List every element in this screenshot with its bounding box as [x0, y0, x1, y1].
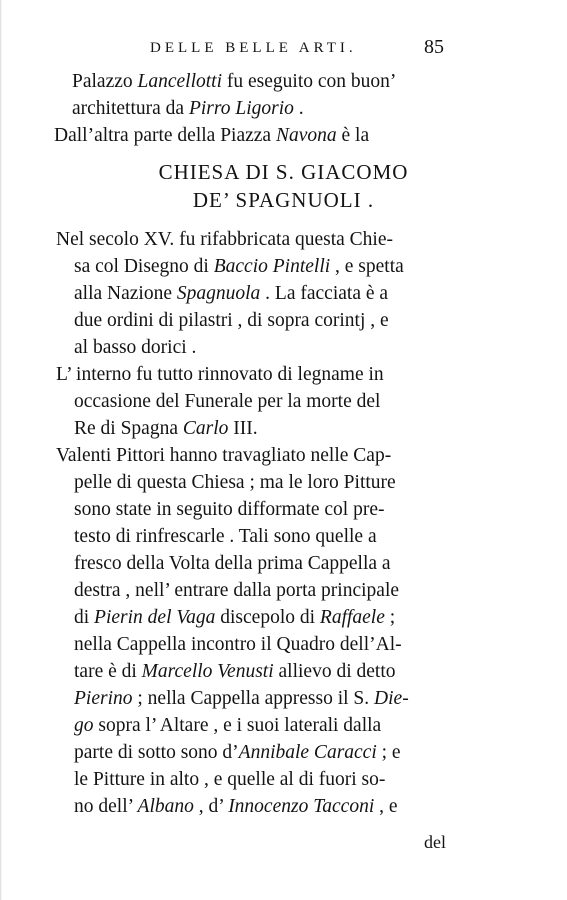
text-run: , d’	[193, 796, 229, 817]
text-line	[72, 70, 396, 94]
text-run: nella Cappella incontro il Quadro dell’Al-	[74, 634, 402, 655]
text-line	[74, 714, 381, 738]
text-line	[74, 309, 389, 333]
text-line	[72, 97, 304, 121]
text-line	[74, 498, 384, 522]
text-line	[74, 471, 396, 495]
italic-run: Pierino	[74, 688, 133, 709]
text-run: Palazzo	[72, 71, 138, 92]
italic-run: go	[74, 715, 94, 736]
text-run: Dall’altra parte della Piazza	[54, 125, 276, 146]
text-run: fu eseguito con buon’	[222, 71, 397, 92]
section-heading-line-2: DE’ SPAGNUOLI .	[192, 188, 375, 212]
section-heading-line-1: CHIESA DI S. GIACOMO	[158, 160, 409, 184]
text-line	[74, 579, 399, 603]
text-line	[54, 124, 369, 148]
text-run: , e spetta	[330, 256, 404, 277]
text-line	[74, 525, 377, 549]
text-run: , e	[374, 796, 398, 817]
text-run: due ordini di pilastri , di sopra corintj , e	[74, 310, 389, 331]
italic-run: Marcello Venusti	[141, 661, 274, 682]
page-edge-shadow	[0, 0, 8, 900]
italic-run: Baccio Pintelli	[213, 256, 331, 277]
text-run: occasione del Funerale per la morte del	[74, 391, 381, 412]
text-run: allievo di detto	[273, 661, 396, 682]
text-line	[74, 282, 388, 306]
running-title: DELLE BELLE ARTI.	[150, 40, 357, 56]
text-line	[74, 417, 258, 441]
text-run: parte di sotto sono d’	[74, 742, 239, 763]
italic-run: Albano	[137, 796, 194, 817]
text-run: fresco della Volta della prima Cappella a	[74, 553, 391, 574]
text-run: ; nella Cappella appresso il S.	[132, 688, 375, 709]
text-run: Re di Spagna	[74, 418, 183, 439]
text-line	[74, 633, 402, 657]
text-run: alla Nazione	[74, 283, 177, 304]
text-line	[74, 606, 395, 630]
text-line	[74, 390, 380, 414]
italic-run: Navona	[275, 125, 337, 146]
text-run: sono state in seguito difformate col pre-	[74, 499, 385, 520]
text-run: le Pitture in alto , e quelle al di fuori so-	[74, 769, 386, 790]
text-run: testo di rinfrescarle . Tali sono quelle a	[74, 526, 377, 547]
text-run: ;	[384, 607, 396, 628]
text-run: pelle di questa Chiesa ; ma le loro Pitture	[74, 472, 396, 493]
text-run: L’ interno fu tutto rinnovato di legname in	[56, 364, 384, 385]
running-head	[0, 36, 567, 64]
page-number: 85	[424, 36, 444, 58]
text-run: Valenti Pittori hanno travagliato nelle Cap-	[56, 445, 392, 466]
text-run: tare è di	[74, 661, 142, 682]
text-line	[56, 444, 391, 468]
italic-run: Annibale Caracci	[238, 742, 377, 763]
italic-run: Carlo	[182, 418, 229, 439]
text-run: di	[74, 607, 95, 628]
text-run: destra , nell’ entrare dalla porta principale	[74, 580, 400, 601]
text-line	[74, 795, 398, 819]
text-run: architettura da	[72, 98, 189, 119]
text-run: no dell’	[74, 796, 138, 817]
text-line	[74, 687, 409, 711]
text-line	[74, 336, 196, 360]
text-run: sa col Disegno di	[74, 256, 214, 277]
text-run: Nel secolo XV. fu rifabbricata questa Chie-	[56, 229, 393, 250]
italic-run: Pierin del Vaga	[94, 607, 216, 628]
text-run: . La facciata è a	[260, 283, 389, 304]
italic-run: Raffaele	[319, 607, 385, 628]
text-line	[74, 255, 404, 279]
italic-run: Lancellotti	[137, 71, 223, 92]
italic-run: Die-	[374, 688, 409, 709]
text-run: è la	[336, 125, 370, 146]
text-line	[74, 660, 396, 684]
text-line	[74, 552, 391, 576]
text-run: al basso dorici .	[74, 337, 197, 358]
italic-run: Pirro Ligorio	[188, 98, 294, 119]
text-line	[74, 741, 401, 765]
text-run: sopra l’ Altare , e i suoi laterali dalla	[93, 715, 382, 736]
catchword: del	[424, 832, 446, 852]
text-run: .	[293, 98, 304, 119]
text-line	[56, 363, 384, 387]
italic-run: Spagnuola	[176, 283, 261, 304]
text-run: ; e	[376, 742, 401, 763]
italic-run: Innocenzo Tacconi	[228, 796, 375, 817]
text-line	[74, 768, 385, 792]
text-line	[56, 228, 393, 252]
text-run: discepolo di	[215, 607, 320, 628]
text-run: III.	[228, 418, 258, 439]
